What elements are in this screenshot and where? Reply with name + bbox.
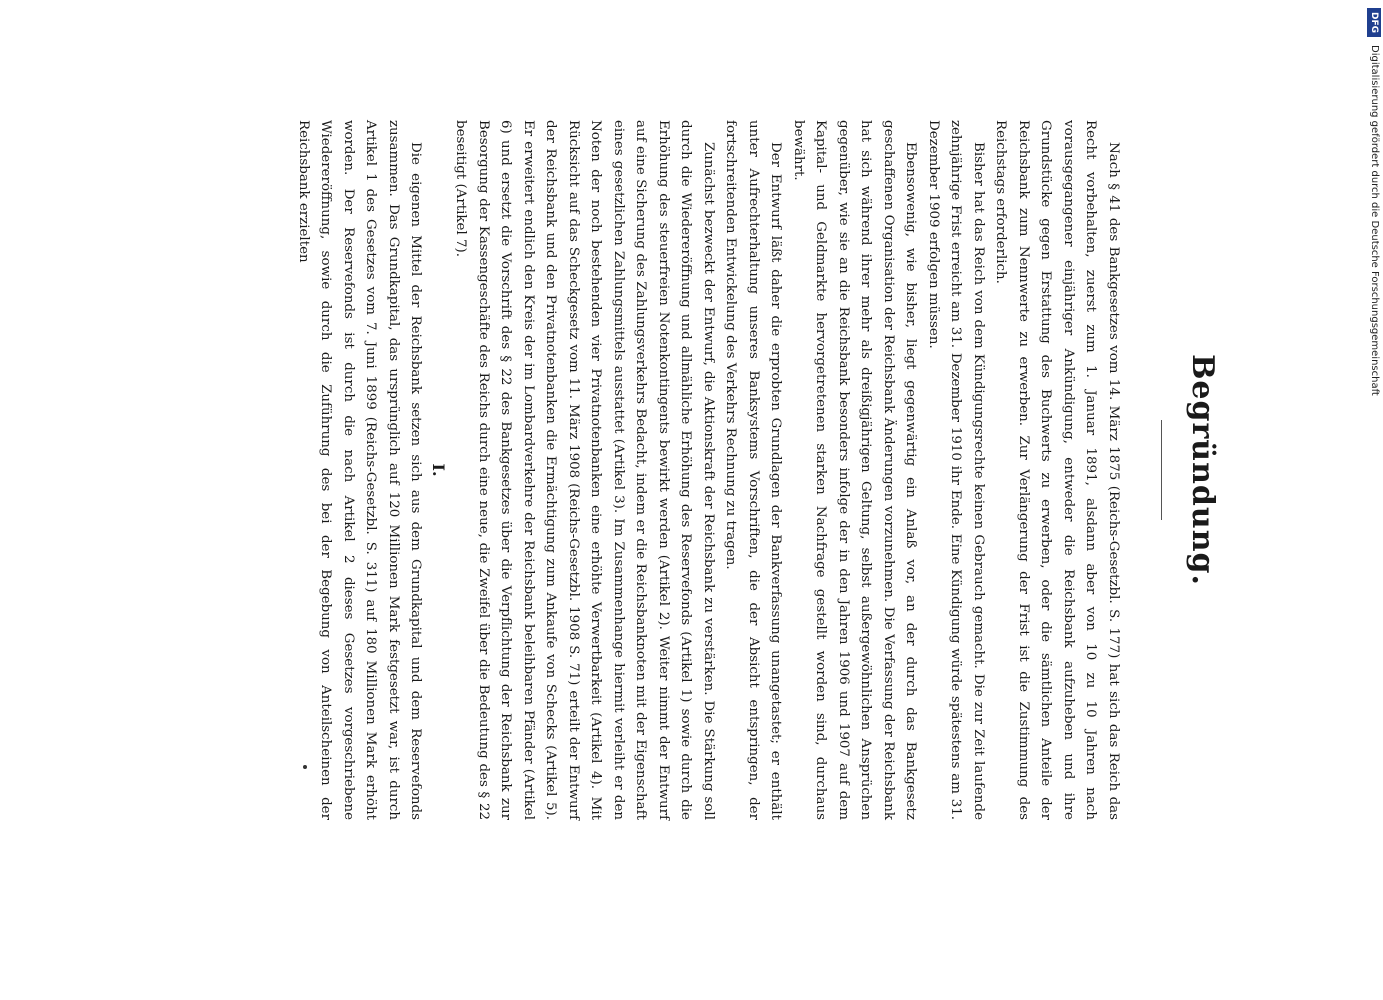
paragraph-2: Bisher hat das Reich von dem Kündigungsrechte keinen Gebrauch gemacht. Die zur Zeit laufende zehnjährige Frist erreicht am 31. Dezember 1910 ihr Ende. Eine Kündigung würde spätestens am 31. Dezember 1909 erfolgen müssen. bbox=[926, 120, 986, 820]
title-rule bbox=[1161, 420, 1162, 520]
side-note bbox=[1366, 8, 1382, 993]
page-content bbox=[260, 120, 1220, 820]
paragraph-4: Der Entwurf läßt daher die erprobten Grundlagen der Bankverfassung unangetastet; er enthält unter Aufrechterhaltung unseres Banksystems Vorschriften, die der Absicht entspringen, der fortschreitenden Entwickelung des Verkehrs Rechnung zu tragen. bbox=[723, 120, 784, 820]
section-numeral: I. bbox=[429, 463, 448, 477]
section-paragraph-1: Die eigenen Mittel der Reichsbank setzen sich aus dem Grundkapital und dem Reservefonds zusammen. Das Grundkapital, das ursprünglich auf 120 Millionen Mark festgesetzt war, ist durch Artikel 1 des Gesetzes vom 7. Juni 1899 (Reichs-Gesetzbl. S. 311) auf 180 Millionen Mark erhöht worden. Der Reservefonds ist durch die nach Artikel 2 dieses Gesetzes vorgeschriebene Wiedereröffnung, sowie durch die Zuführung des bei der Begebung von Anteilscheinen der Reichsbank erzielten bbox=[296, 120, 424, 820]
page-rotor bbox=[260, 120, 1220, 820]
side-note-text: Digitalisierung gefördert durch die Deutsche Forschungsgemeinschaft bbox=[1369, 45, 1380, 396]
rotated-page bbox=[260, 120, 1220, 820]
dfg-logo-badge: DFG bbox=[1367, 8, 1381, 37]
paragraph-5: Zunächst bezweckt der Entwurf, die Aktionskraft der Reichsbank zu verstärken. Die Stärkung soll durch die Wiedereröffnung und allmähliche Erhöhung des Reservefonds (Artikel 1) sowie durch die Erhöhung des steuerfreien Notenkontingents bewirkt werden (Artikel 2). Weiter nimmt der Entwurf auf eine Sicherung des Zahlungsverkehrs Bedacht, indem er die Reichsbanknoten mit der Eigenschaft eines gesetzlichen Zahlungsmittels ausstattet (Artikel 3). Im Zusammenhange hiermit verleiht er den Noten der noch bestehenden vier Privatnotenbanken eine erhöhte Verwertbarkeit (Artikel 4). Mit Rücksicht auf das Scheckgesetz vom 11. März 1908 (Reichs-Gesetzbl. 1908 S. 71) erteilt der Entwurf der Reichsbank und den Privatnotenbanken die Ermächtigung zum Ankaufe von Schecks (Artikel 5). Er erweitert endlich den Kreis der im Lombardverkehre der Reichsbank beleihbaren Pfänder (Artikel 6) und ersetzt die Vorschrift des § 22 des Bankgesetzes über die Verpflichtung der Reichsbank zur Besorgung der Kassengeschäfte des Reichs durch eine neue, die Zweifel über die Bedeutung des § 22 beseitigt (Artikel 7). bbox=[453, 120, 716, 820]
stray-dot bbox=[303, 765, 307, 769]
paragraph-3: Ebensowenig, wie bisher, liegt gegenwärtig ein Anlaß vor, an der durch das Bankgesetz geschaffenen Organisation der Reichsbank Änderungen vorzunehmen. Die Verfassung der Reichsbank hat sich während ihrer mehr als dreißigjährigen Geltung, selbst außergewöhnlichen Ansprüchen gegenüber, wie sie an die Reichsbank besonders infolge der in den Jahren 1906 und 1907 auf dem Kapital- und Geldmarkte hervorgetretenen starken Nachfrage gestellt worden sind, durchaus bewährt. bbox=[791, 120, 919, 820]
paragraph-1: Nach § 41 des Bankgesetzes vom 14. März 1875 (Reichs-Gesetzbl. S. 177) hat sich das Reich das Recht vorbehalten, zuerst zum 1. Januar 1891, alsdann aber von 10 zu 10 Jahren nach vorausgegangener einjähriger Ankündigung, entweder die Reichsbank aufzuheben und ihre Grundstücke gegen Erstattung des Buchwerts zu erwerben, oder die sämtlichen Anteile der Reichsbank zum Nennwerte zu erwerben. Zur Verlängerung der Frist ist die Zustimmung des Reichstags erforderlich. bbox=[993, 120, 1121, 820]
page-title: Begründung. bbox=[1185, 354, 1220, 586]
side-note-text-row bbox=[1366, 8, 1382, 993]
document-body bbox=[292, 120, 1125, 820]
